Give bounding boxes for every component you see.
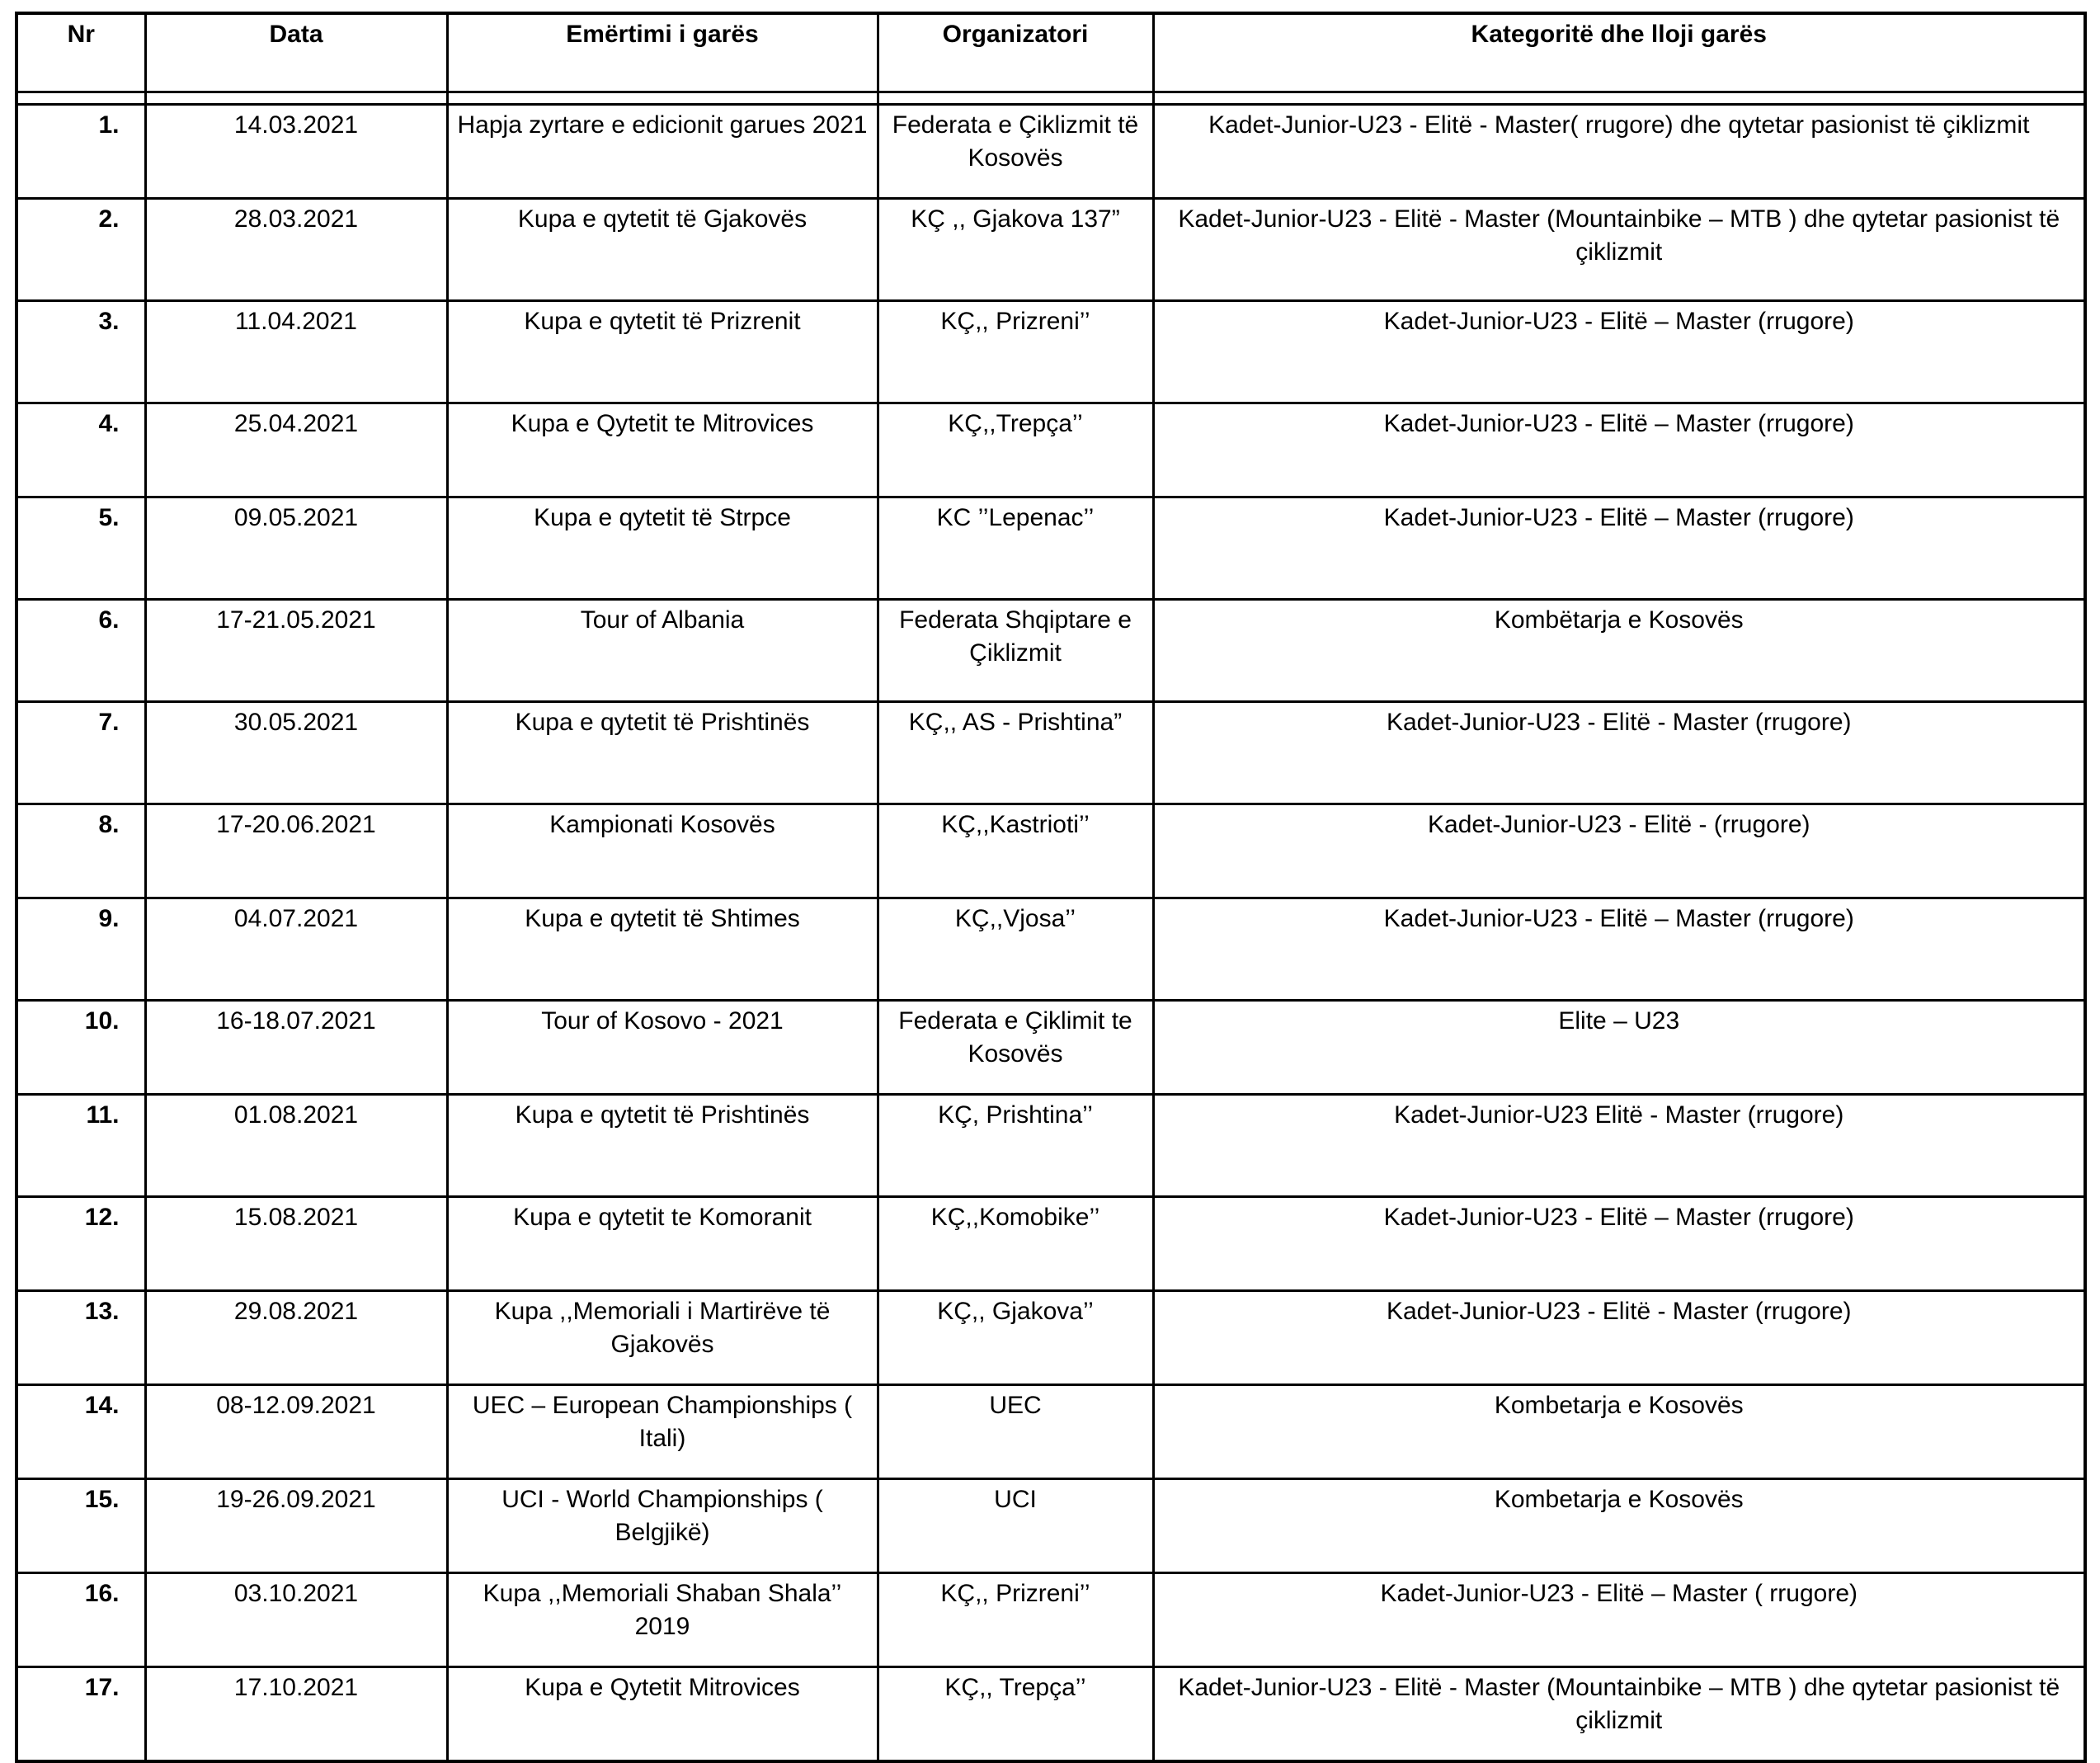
header-spacer-row bbox=[16, 92, 2085, 105]
cell-organizer: Federata Shqiptare e Çiklizmit bbox=[878, 600, 1153, 702]
cell-organizer: KÇ,,Vjosa’’ bbox=[878, 898, 1153, 1001]
cell-category: Kadet-Junior-U23 - Elitë – Master (rrugore) bbox=[1153, 898, 2085, 1001]
header-date: Data bbox=[145, 13, 447, 92]
table-row bbox=[16, 1573, 2085, 1667]
cell-nr: 6. bbox=[16, 600, 145, 702]
cell-date: 14.03.2021 bbox=[145, 105, 447, 199]
cell-nr: 7. bbox=[16, 702, 145, 804]
cell-category: Kadet-Junior-U23 - Elitë - Master (Mountainbike – MTB ) dhe qytetar pasionist të çiklizmit bbox=[1153, 1667, 2085, 1761]
cell-nr: 3. bbox=[16, 301, 145, 403]
cell-organizer: KÇ, Prishtina’’ bbox=[878, 1095, 1153, 1197]
cell-date: 08-12.09.2021 bbox=[145, 1385, 447, 1479]
cell-organizer: KÇ,, Prizreni’’ bbox=[878, 1573, 1153, 1667]
table-row bbox=[16, 301, 2085, 403]
cell-date: 04.07.2021 bbox=[145, 898, 447, 1001]
header-organizer: Organizatori bbox=[878, 13, 1153, 92]
cell-organizer: KÇ,,Trepça’’ bbox=[878, 403, 1153, 497]
cell-category: Kadet-Junior-U23 - Elitë - Master (rrugore) bbox=[1153, 1291, 2085, 1385]
cell-race-name: Hapja zyrtare e edicionit garues 2021 bbox=[447, 105, 878, 199]
cell-nr: 11. bbox=[16, 1095, 145, 1197]
cell-nr: 2. bbox=[16, 199, 145, 301]
cell-race-name: Kupa e qytetit të Prishtinës bbox=[447, 1095, 878, 1197]
cell-race-name: UCI - World Championships ( Belgjikë) bbox=[447, 1479, 878, 1573]
cell-date: 03.10.2021 bbox=[145, 1573, 447, 1667]
table-row bbox=[16, 804, 2085, 898]
cell-organizer: KÇ ,, Gjakova 137” bbox=[878, 199, 1153, 301]
cell-date: 30.05.2021 bbox=[145, 702, 447, 804]
cell-race-name: Tour of Kosovo - 2021 bbox=[447, 1001, 878, 1095]
cell-organizer: KÇ,, Trepça’’ bbox=[878, 1667, 1153, 1761]
cell-nr: 5. bbox=[16, 497, 145, 600]
cell-nr: 1. bbox=[16, 105, 145, 199]
cell-category: Kadet-Junior-U23 - Elitë - (rrugore) bbox=[1153, 804, 2085, 898]
cell-organizer: UEC bbox=[878, 1385, 1153, 1479]
cell-organizer: KÇ,, Prizreni’’ bbox=[878, 301, 1153, 403]
table-row bbox=[16, 497, 2085, 600]
cell-organizer: KC ’’Lepenac’’ bbox=[878, 497, 1153, 600]
table-row bbox=[16, 600, 2085, 702]
cell-race-name: Kupa ,,Memoriali i Martirëve të Gjakovës bbox=[447, 1291, 878, 1385]
table-row bbox=[16, 1197, 2085, 1291]
header-race-name: Emërtimi i garës bbox=[447, 13, 878, 92]
cell-organizer: KÇ,, Gjakova’’ bbox=[878, 1291, 1153, 1385]
table-header-row bbox=[16, 13, 2085, 92]
race-calendar-document bbox=[15, 12, 2084, 1763]
cell-race-name: Kupa e qytetit te Komoranit bbox=[447, 1197, 878, 1291]
cell-date: 16-18.07.2021 bbox=[145, 1001, 447, 1095]
cell-race-name: Kupa e qytetit të Prishtinës bbox=[447, 702, 878, 804]
cell-category: Kadet-Junior-U23 - Elitë – Master ( rrugore) bbox=[1153, 1573, 2085, 1667]
cell-nr: 14. bbox=[16, 1385, 145, 1479]
cell-category: Kadet-Junior-U23 - Elitë – Master (rrugore) bbox=[1153, 497, 2085, 600]
header-category: Kategoritë dhe lloji garës bbox=[1153, 13, 2085, 92]
cell-date: 19-26.09.2021 bbox=[145, 1479, 447, 1573]
cell-nr: 9. bbox=[16, 898, 145, 1001]
cell-race-name: Kupa e qytetit të Prizrenit bbox=[447, 301, 878, 403]
table-row bbox=[16, 1385, 2085, 1479]
cell-date: 17-20.06.2021 bbox=[145, 804, 447, 898]
cell-nr: 13. bbox=[16, 1291, 145, 1385]
table-body bbox=[16, 92, 2085, 1761]
table-row bbox=[16, 1095, 2085, 1197]
cell-nr: 17. bbox=[16, 1667, 145, 1761]
cell-organizer: KÇ,, AS - Prishtina” bbox=[878, 702, 1153, 804]
table-row bbox=[16, 898, 2085, 1001]
cell-race-name: Kupa e Qytetit te Mitrovices bbox=[447, 403, 878, 497]
header-nr: Nr bbox=[16, 13, 145, 92]
cell-race-name: Tour of Albania bbox=[447, 600, 878, 702]
cell-category: Kombetarja e Kosovës bbox=[1153, 1479, 2085, 1573]
cell-category: Kadet-Junior-U23 - Elitë - Master( rrugore) dhe qytetar pasionist të çiklizmit bbox=[1153, 105, 2085, 199]
table-row bbox=[16, 105, 2085, 199]
cell-race-name: Kupa e qytetit të Strpce bbox=[447, 497, 878, 600]
cell-race-name: Kupa e qytetit të Gjakovës bbox=[447, 199, 878, 301]
cell-organizer: Federata e Çiklimit te Kosovës bbox=[878, 1001, 1153, 1095]
cell-category: Kadet-Junior-U23 - Elitë - Master (rrugore) bbox=[1153, 702, 2085, 804]
cell-date: 01.08.2021 bbox=[145, 1095, 447, 1197]
cell-race-name: Kupa ,,Memoriali Shaban Shala’’ 2019 bbox=[447, 1573, 878, 1667]
cell-race-name: Kupa e Qytetit Mitrovices bbox=[447, 1667, 878, 1761]
table-row bbox=[16, 1001, 2085, 1095]
race-schedule-table bbox=[15, 12, 2087, 1763]
cell-date: 15.08.2021 bbox=[145, 1197, 447, 1291]
cell-date: 17.10.2021 bbox=[145, 1667, 447, 1761]
cell-category: Kadet-Junior-U23 - Elitë – Master (rrugore) bbox=[1153, 403, 2085, 497]
cell-race-name: Kupa e qytetit të Shtimes bbox=[447, 898, 878, 1001]
cell-nr: 8. bbox=[16, 804, 145, 898]
cell-nr: 4. bbox=[16, 403, 145, 497]
cell-category: Kadet-Junior-U23 - Elitë – Master (rrugore) bbox=[1153, 301, 2085, 403]
cell-category: Kadet-Junior-U23 - Elitë – Master (rrugore) bbox=[1153, 1197, 2085, 1291]
table-row bbox=[16, 199, 2085, 301]
cell-organizer: UCI bbox=[878, 1479, 1153, 1573]
cell-category: Kadet-Junior-U23 - Elitë - Master (Mountainbike – MTB ) dhe qytetar pasionist të çiklizmit bbox=[1153, 199, 2085, 301]
cell-race-name: Kampionati Kosovës bbox=[447, 804, 878, 898]
cell-organizer: Federata e Çiklizmit të Kosovës bbox=[878, 105, 1153, 199]
table-row bbox=[16, 403, 2085, 497]
cell-category: Kombëtarja e Kosovës bbox=[1153, 600, 2085, 702]
cell-category: Kombetarja e Kosovës bbox=[1153, 1385, 2085, 1479]
cell-nr: 15. bbox=[16, 1479, 145, 1573]
table-row bbox=[16, 1479, 2085, 1573]
cell-category: Kadet-Junior-U23 Elitë - Master (rrugore) bbox=[1153, 1095, 2085, 1197]
cell-date: 28.03.2021 bbox=[145, 199, 447, 301]
cell-organizer: KÇ,,Komobike’’ bbox=[878, 1197, 1153, 1291]
cell-date: 09.05.2021 bbox=[145, 497, 447, 600]
cell-nr: 12. bbox=[16, 1197, 145, 1291]
cell-date: 25.04.2021 bbox=[145, 403, 447, 497]
cell-race-name: UEC – European Championships ( Itali) bbox=[447, 1385, 878, 1479]
cell-date: 17-21.05.2021 bbox=[145, 600, 447, 702]
cell-organizer: KÇ,,Kastrioti’’ bbox=[878, 804, 1153, 898]
cell-date: 11.04.2021 bbox=[145, 301, 447, 403]
table-row bbox=[16, 1667, 2085, 1761]
cell-nr: 16. bbox=[16, 1573, 145, 1667]
table-row bbox=[16, 702, 2085, 804]
cell-date: 29.08.2021 bbox=[145, 1291, 447, 1385]
cell-category: Elite – U23 bbox=[1153, 1001, 2085, 1095]
table-row bbox=[16, 1291, 2085, 1385]
cell-nr: 10. bbox=[16, 1001, 145, 1095]
